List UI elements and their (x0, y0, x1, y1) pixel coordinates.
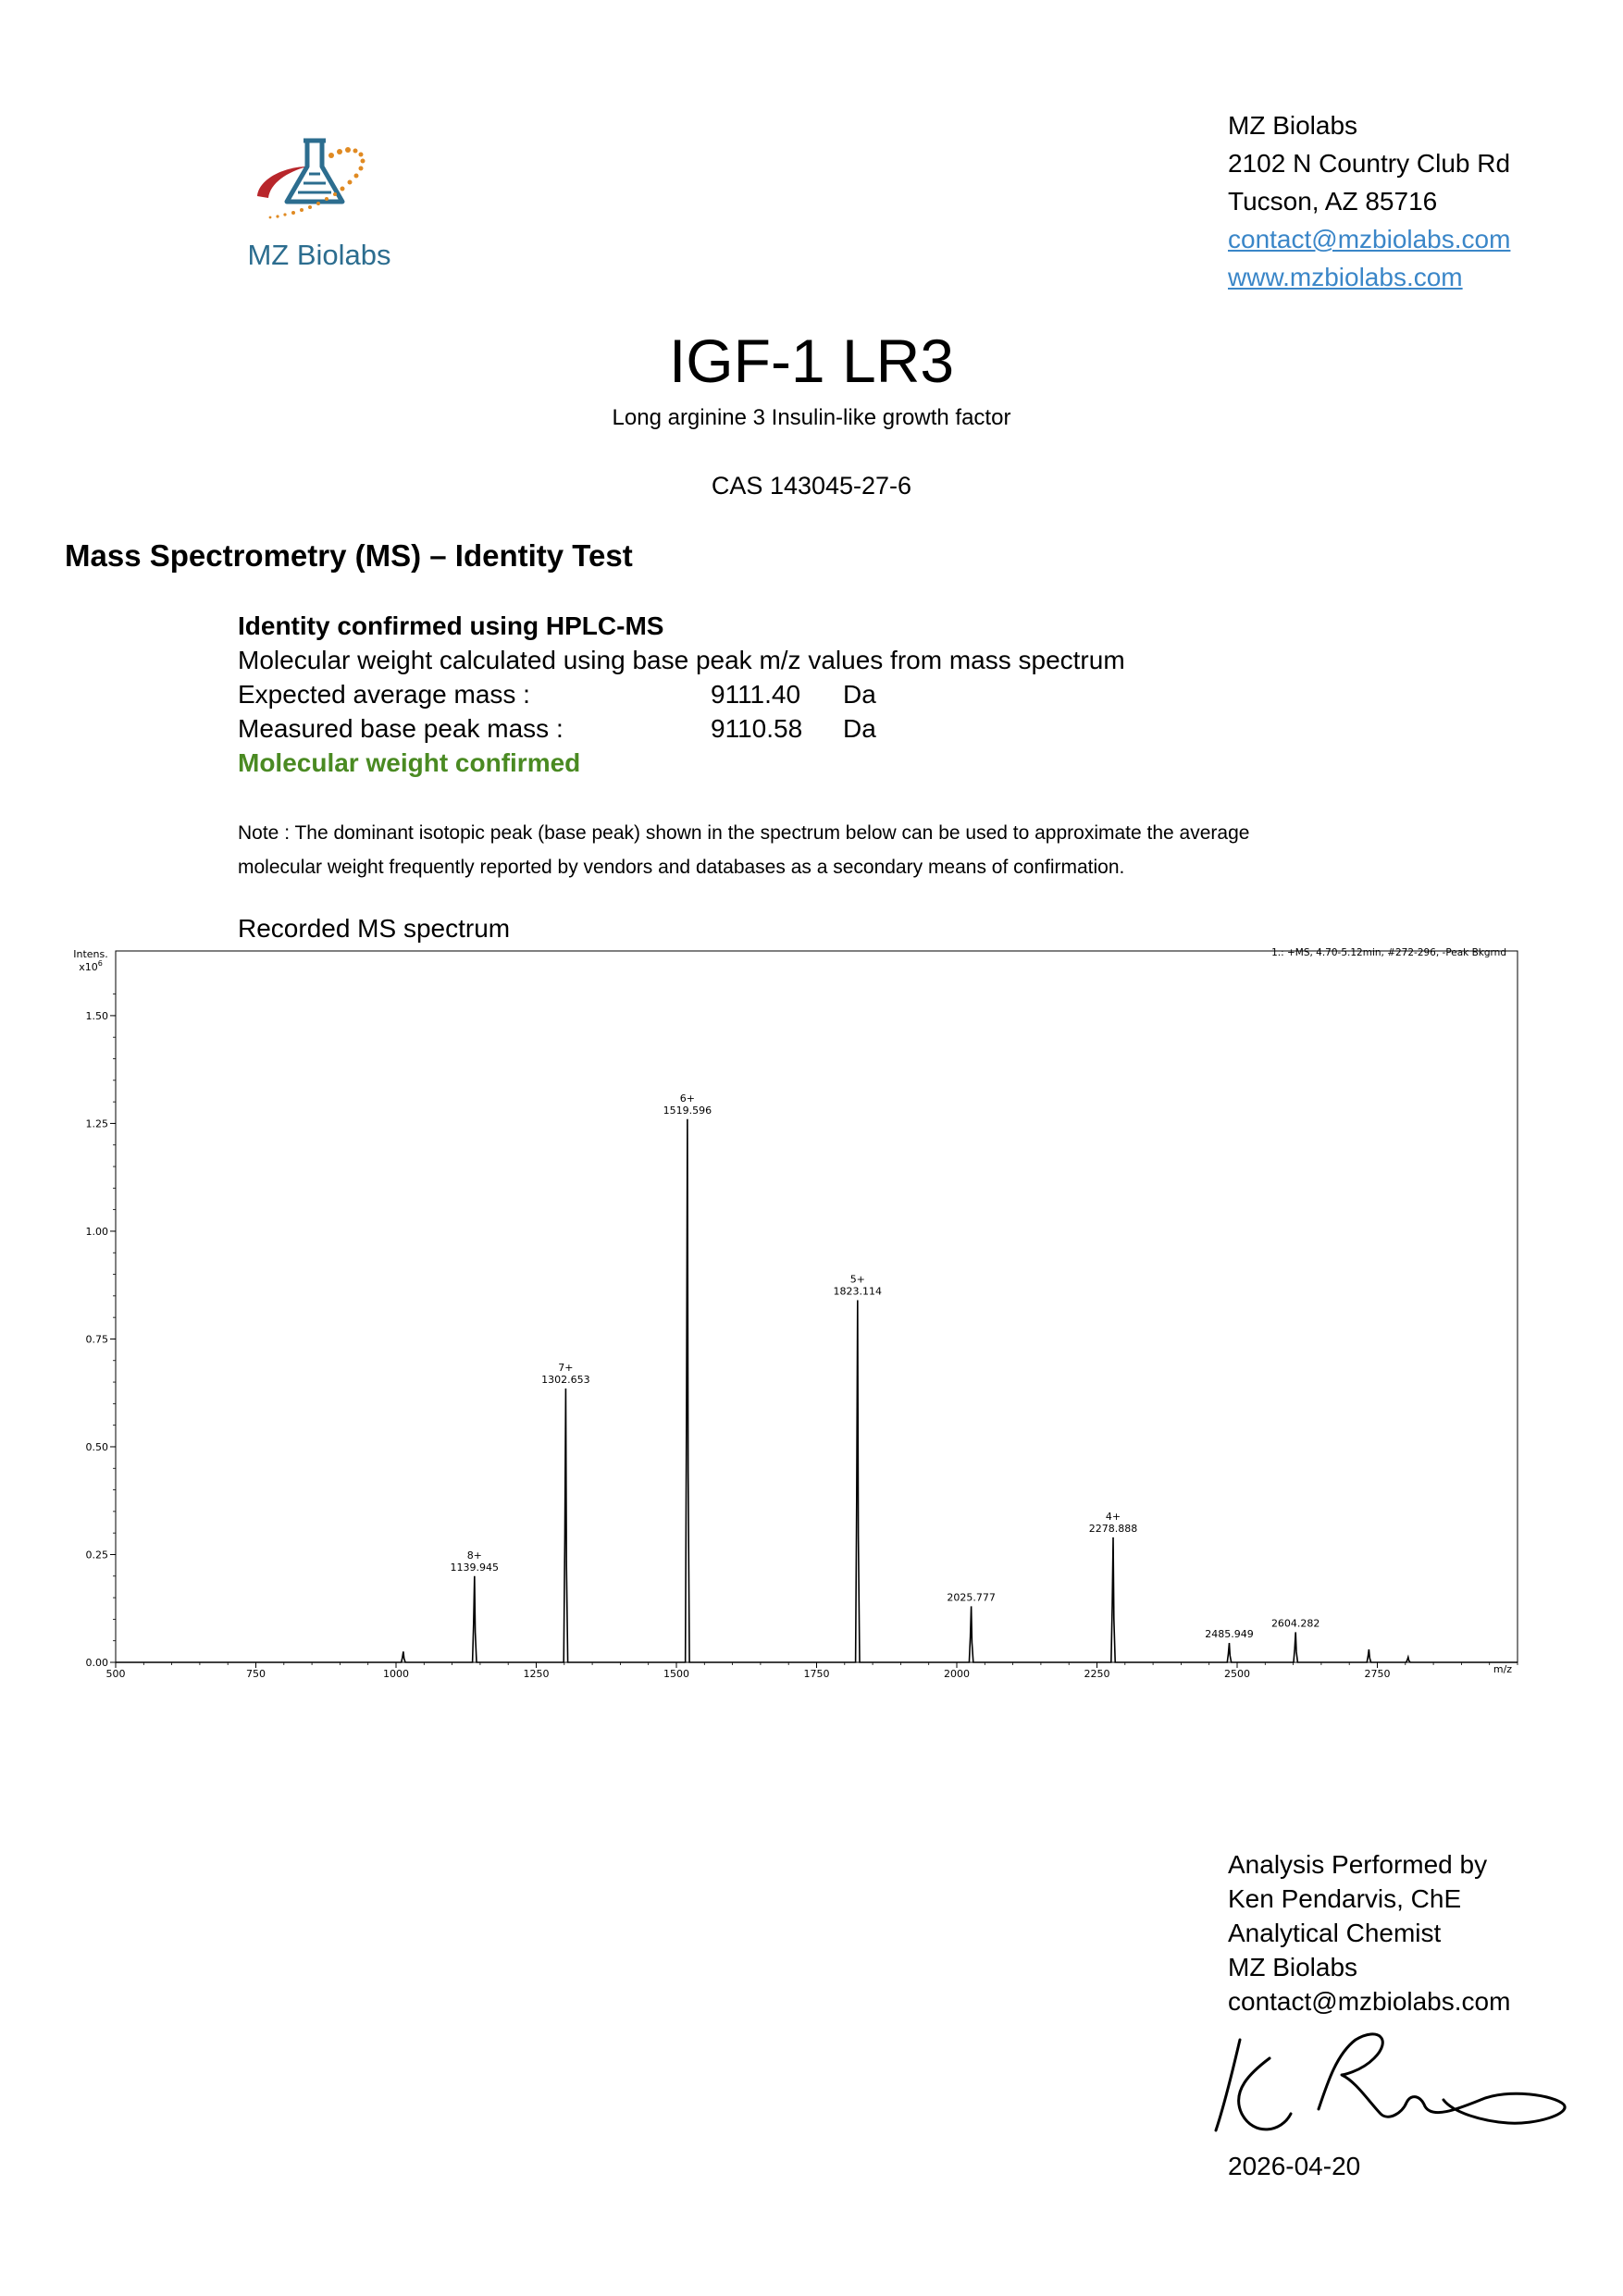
y-tick-label: 1.00 (85, 1225, 108, 1238)
x-tick-label: 2500 (1224, 1668, 1250, 1679)
peak-charge-label: 6+ (679, 1092, 695, 1105)
flask-logo-icon (250, 130, 398, 241)
analyst-role: Analytical Chemist (1228, 1919, 1442, 1947)
analyst-company: MZ Biolabs (1228, 1953, 1358, 1981)
product-cas: CAS 143045-27-6 (711, 472, 912, 500)
peak-mz-label: 1302.653 (541, 1374, 590, 1387)
peak-charge-label: 8+ (466, 1549, 482, 1562)
peak-mz-label: 2604.282 (1270, 1617, 1320, 1630)
peak-mz-label: 1519.596 (663, 1104, 712, 1117)
ms-spectrum-svg (56, 939, 1536, 1679)
peak-charge-label: 4+ (1105, 1510, 1121, 1523)
y-tick-label: 1.50 (85, 1009, 108, 1022)
company-website-link[interactable]: www.mzbiolabs.com (1228, 263, 1463, 291)
logo-text: MZ Biolabs (247, 239, 391, 271)
peak-mz-label: 1139.945 (450, 1561, 500, 1574)
measured-mass-unit: Da (843, 714, 876, 743)
measured-mass-row (238, 711, 1125, 746)
chart-legend-text: 1.: +MS, 4.70-5.12min, #272-296, -Peak Bkgrnd (1271, 947, 1506, 958)
y-tick-label: 0.00 (85, 1657, 108, 1669)
spectrum-caption: Recorded MS spectrum (238, 914, 511, 943)
analyst-line1: Analysis Performed by (1228, 1850, 1488, 1879)
note-line-1: Note : The dominant isotopic peak (base peak) shown in the spectrum below can be used to approximate the average (238, 822, 1250, 844)
expected-mass-unit: Da (843, 680, 876, 709)
measured-mass-value: 9110.58 (711, 714, 803, 743)
ms-spectrum-chart (56, 939, 1536, 1684)
analyst-block (1228, 1847, 1510, 2018)
y-tick-label: 0.25 (85, 1549, 108, 1562)
analyst-email: contact@mzbiolabs.com (1228, 1987, 1511, 2016)
company-city: Tucson, AZ 85716 (1228, 187, 1438, 216)
x-tick-label: 2250 (1084, 1668, 1110, 1679)
x-tick-label: 750 (246, 1668, 266, 1679)
y-axis-scale-base: x10 (79, 961, 98, 973)
x-tick-label: 500 (105, 1668, 126, 1679)
results-block (238, 609, 1125, 780)
product-subtitle: Long arginine 3 Insulin-like growth factor (612, 405, 1011, 430)
expected-mass-value: 9111.40 (711, 680, 801, 709)
peak-charge-label: 5+ (849, 1273, 865, 1286)
results-heading: Identity confirmed using HPLC-MS (238, 611, 664, 640)
company-name: MZ Biolabs (1228, 111, 1358, 140)
y-tick-label: 1.25 (85, 1117, 108, 1130)
x-axis-title: m/z (1493, 1663, 1513, 1675)
y-axis-scale (79, 959, 103, 973)
peak-charge-label: 7+ (558, 1362, 574, 1375)
x-tick-label: 2750 (1364, 1668, 1391, 1679)
y-axis-scale-exponent: 6 (97, 959, 103, 968)
peak-mz-label: 2025.777 (947, 1591, 996, 1604)
x-tick-label: 1000 (383, 1668, 409, 1679)
measured-mass-label: Measured base peak mass : (238, 714, 564, 743)
x-tick-label: 1250 (523, 1668, 550, 1679)
results-method: Molecular weight calculated using base peak m/z values from mass spectrum (238, 646, 1125, 674)
x-tick-label: 2000 (944, 1668, 970, 1679)
signature-icon (1203, 2021, 1573, 2151)
company-address (1228, 106, 1510, 296)
product-title: IGF-1 LR3 (668, 327, 955, 395)
y-axis-title: Intens. (73, 948, 108, 960)
company-logo (236, 130, 412, 278)
section-title: Mass Spectrometry (MS) – Identity Test (65, 538, 633, 573)
y-tick-label: 0.50 (85, 1440, 108, 1453)
company-street: 2102 N Country Club Rd (1228, 149, 1511, 178)
x-tick-label: 1500 (663, 1668, 689, 1679)
note-line-2: molecular weight frequently reported by vendors and databases as a secondary means of confirmation. (238, 857, 1125, 878)
spectrum-line (116, 1119, 1518, 1662)
peak-mz-label: 2278.888 (1088, 1522, 1138, 1535)
company-email-link[interactable]: contact@mzbiolabs.com (1228, 225, 1511, 253)
results-conclusion: Molecular weight confirmed (238, 748, 581, 777)
x-tick-label: 1750 (803, 1668, 830, 1679)
analyst-signature (1203, 2021, 1573, 2155)
analysis-date: 2026-04-20 (1228, 2152, 1361, 2180)
note (238, 816, 1249, 884)
y-tick-label: 0.75 (85, 1333, 108, 1346)
peak-mz-label: 2485.949 (1205, 1628, 1254, 1641)
analyst-name: Ken Pendarvis, ChE (1228, 1884, 1462, 1913)
expected-mass-label: Expected average mass : (238, 680, 530, 709)
plot-frame (116, 951, 1518, 1662)
peak-mz-label: 1823.114 (833, 1285, 883, 1298)
expected-mass-row (238, 677, 1125, 711)
